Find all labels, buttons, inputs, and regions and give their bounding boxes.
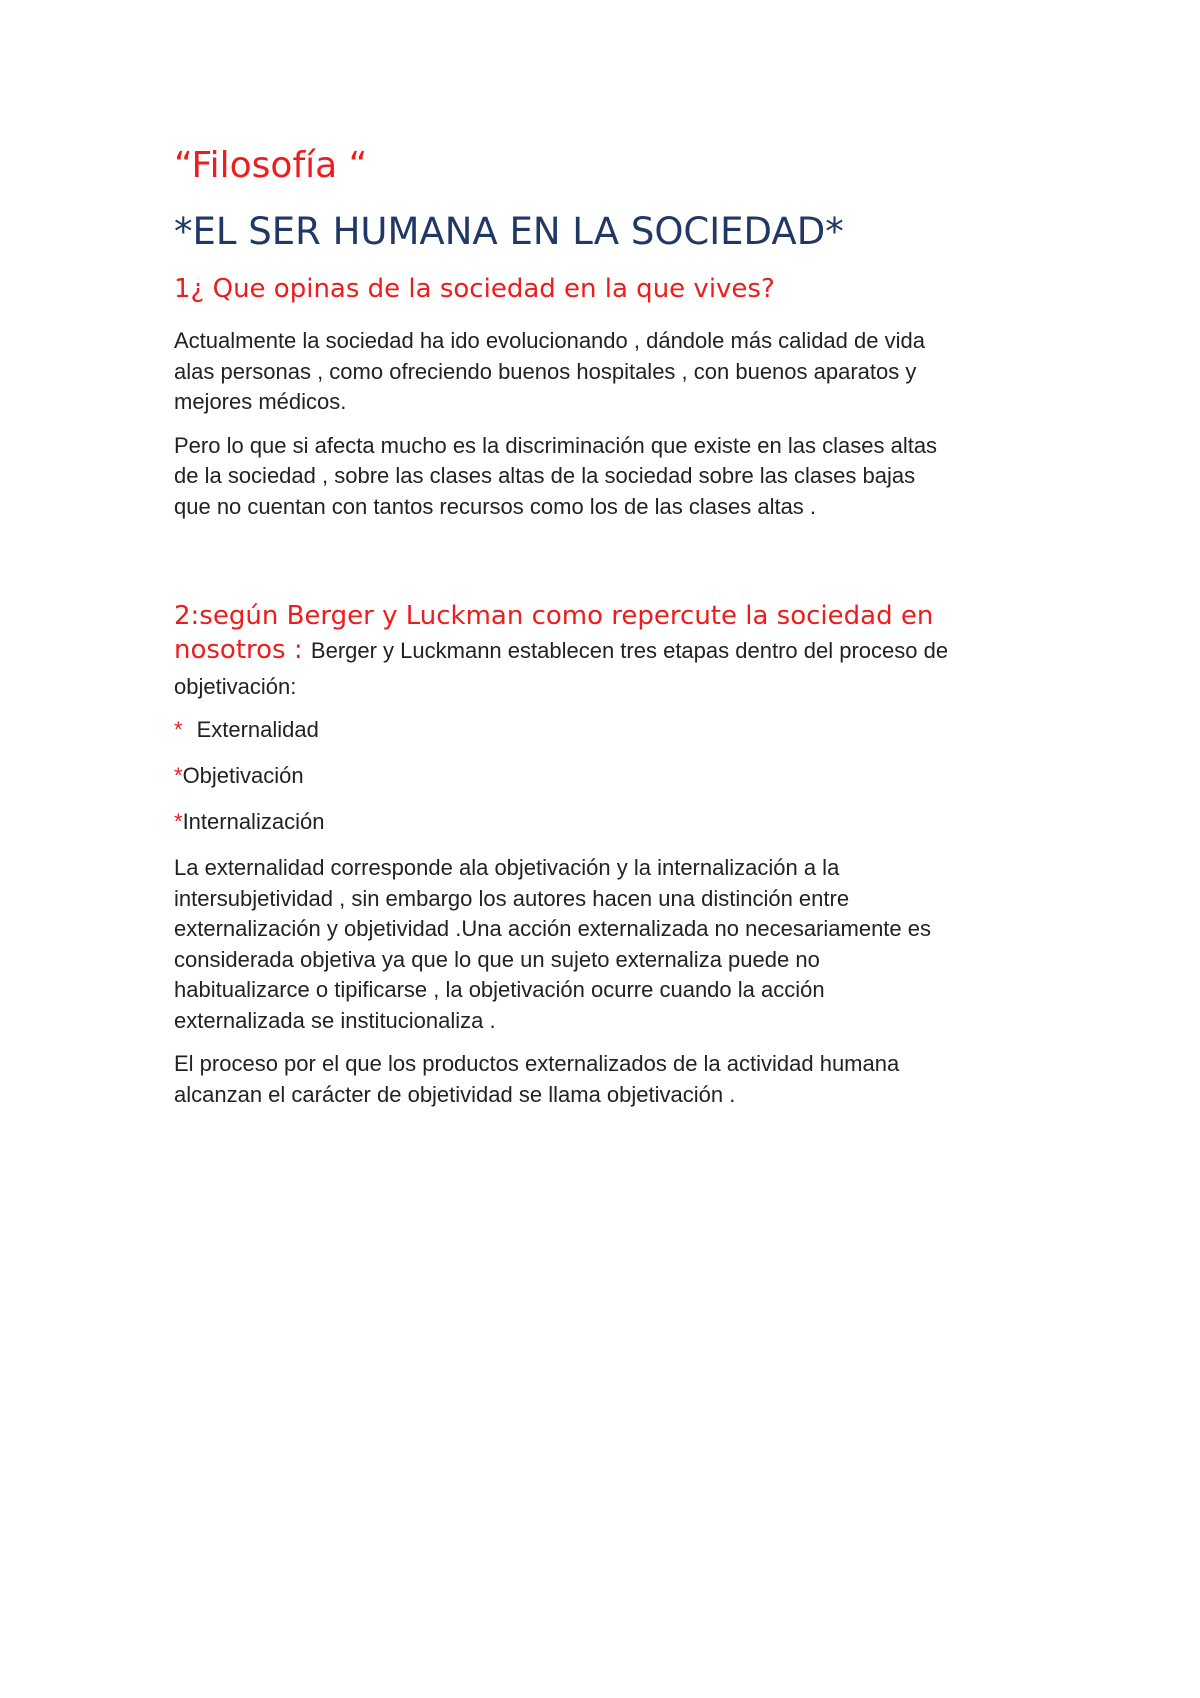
list-item-internalizacion — [174, 807, 1054, 837]
question-1: 1¿ Que opinas de la sociedad en la que vives? — [174, 274, 775, 304]
question-2-line-2 — [174, 633, 1054, 671]
paragraph-1-line: Actualmente la sociedad ha ido evolucionando , dándole más calidad de vida — [174, 328, 925, 353]
answer-2-intro: Berger y Luckmann establecen tres etapas dentro del proceso de — [310, 638, 949, 663]
paragraph-3-line: externalizada se institucionaliza . — [174, 1007, 496, 1033]
list-item-label: Objetivación — [182, 763, 304, 788]
document-subtitle: *EL SER HUMANA EN LA SOCIEDAD* — [174, 210, 844, 253]
paragraph-3-line: considerada objetiva ya que lo que un sujeto externaliza puede no — [174, 946, 820, 972]
paragraph-3-line: habitualizarce o tipificarse , la objetivación ocurre cuando la acción — [174, 977, 825, 1002]
paragraph-3 — [174, 853, 1054, 1036]
paragraph-4 — [174, 1049, 1054, 1110]
question-2-line-1: 2:según Berger y Luckman como repercute la sociedad en — [174, 601, 934, 631]
list-item-label: Internalización — [182, 809, 325, 834]
paragraph-1-line: mejores médicos. — [174, 389, 347, 414]
list-item-label: Externalidad — [196, 717, 319, 742]
paragraph-2-line: que no cuentan con tantos recursos como los de las clases altas . — [174, 493, 817, 519]
asterisk-bullet-icon: * — [174, 717, 183, 742]
question-2-tail: nosotros : — [174, 635, 311, 665]
paragraph-2-line: de la sociedad , sobre las clases altas de la sociedad sobre las clases bajas — [174, 463, 916, 488]
paragraph-4-line: alcanzan el carácter de objetividad se llama objetivación . — [174, 1081, 736, 1107]
paragraph-1 — [174, 326, 1054, 418]
asterisk-bullet-icon: * — [174, 809, 183, 834]
list-item-externalidad — [174, 715, 1054, 745]
paragraph-3-line: intersubjetividad , sin embargo los autores hacen una distinción entre — [174, 885, 850, 911]
paragraph-1-line: alas personas , como ofreciendo buenos hospitales , con buenos aparatos y — [174, 358, 917, 384]
paragraph-2 — [174, 431, 1054, 523]
document-content — [174, 140, 1054, 1123]
paragraph-3-line: externalización y objetividad .Una acción externalizada no necesariamente es — [174, 916, 932, 941]
section-spacer — [174, 535, 1054, 599]
paragraph-3-line: La externalidad corresponde ala objetivación y la internalización a la — [174, 855, 840, 880]
paragraph-2-line: Pero lo que si afecta mucho es la discriminación que existe en las clases altas — [174, 432, 938, 458]
asterisk-bullet-icon: * — [174, 763, 183, 788]
list-item-objetivacion — [174, 761, 1054, 791]
document-title: “Filosofía “ — [174, 145, 368, 186]
paragraph-4-line: El proceso por el que los productos externalizados de la actividad humana — [174, 1051, 900, 1076]
answer-2-intro-continued: objetivación: — [174, 674, 297, 699]
question-2-block — [174, 599, 1054, 703]
